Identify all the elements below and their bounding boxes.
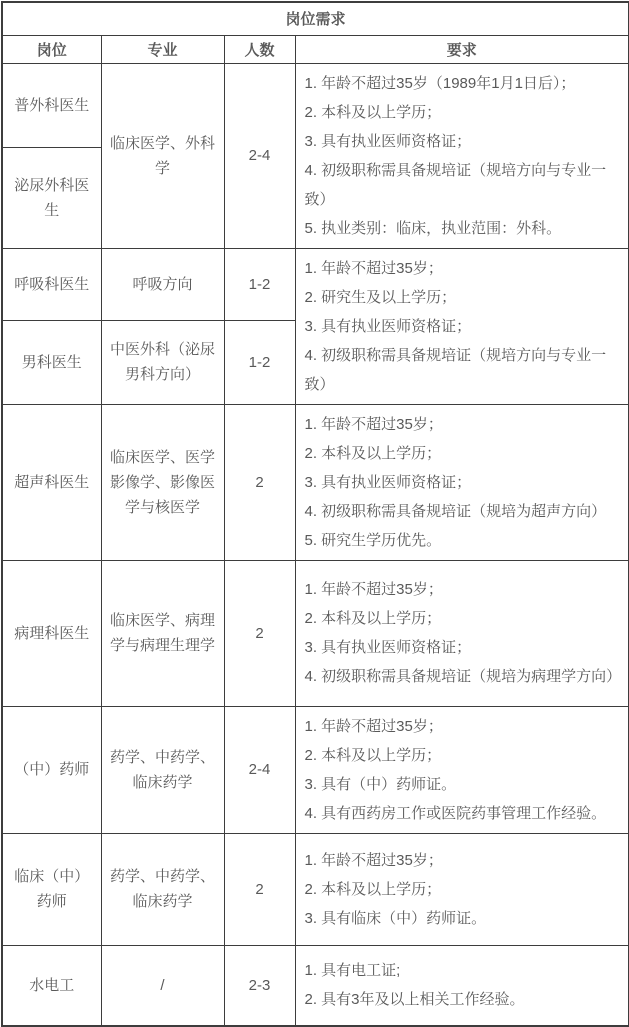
requirement-line: 4. 初级职称需具备规培证（规培方向与专业一致） (304, 346, 607, 393)
cell-major: 药学、中药学、临床药学 (101, 833, 224, 945)
requirement-line: 2. 研究生及以上学历； (304, 288, 457, 306)
cell-count: 2 (224, 404, 295, 560)
cell-position: 泌尿外科医生 (2, 147, 101, 248)
cell-major: 呼吸方向 (101, 248, 224, 320)
requirement-line: 3. 具有执业医师资格证； (304, 317, 472, 335)
table-row-respiratory-doctor (2, 248, 629, 320)
cell-major: / (101, 945, 224, 1026)
cell-count: 2-3 (224, 945, 295, 1026)
column-header-major: 专业 (101, 35, 224, 63)
requirement-line: 4. 初级职称需具备规培证（规培方向与专业一致） (304, 161, 607, 208)
requirement-line: 1. 年龄不超过35岁； (304, 851, 443, 869)
table-header-row (2, 35, 629, 63)
table-title: 岗位需求 (2, 2, 629, 35)
requirement-line: 1. 年龄不超过35岁； (304, 581, 443, 598)
cell-requirements (295, 63, 629, 248)
requirement-line: 1. 具有电工证; (304, 962, 401, 980)
cell-position: 男科医生 (2, 320, 101, 404)
cell-count: 2-4 (224, 63, 295, 248)
column-header-requirements: 要求 (295, 35, 629, 63)
requirement-line: 2. 本科及以上学历； (304, 610, 442, 627)
table-row-electrician (2, 945, 629, 1026)
cell-major: 临床医学、外科学 (101, 63, 224, 248)
requirement-line: 3. 具有执业医师资格证； (304, 639, 472, 656)
table-title-row (2, 2, 629, 35)
cell-requirements (295, 248, 629, 404)
requirement-line: 4. 初级职称需具备规培证（规培为病理学方向） (304, 668, 622, 685)
cell-position: 超声科医生 (2, 404, 101, 560)
requirement-line: 5. 研究生学历优先。 (304, 531, 442, 549)
cell-major: 中医外科（泌尿男科方向） (101, 320, 224, 404)
requirement-line: 4. 初级职称需具备规培证（规培为超声方向） (304, 502, 607, 520)
table-row-clinical-pharmacist (2, 833, 629, 945)
job-requirements-table (1, 1, 629, 1027)
cell-requirements (295, 945, 629, 1026)
column-header-count: 人数 (224, 35, 295, 63)
requirement-line: 3. 具有执业医师资格证； (304, 132, 472, 150)
requirement-line: 3. 具有（中）药师证。 (304, 775, 457, 793)
cell-position: 呼吸科医生 (2, 248, 101, 320)
cell-position: （中）药师 (2, 706, 101, 833)
cell-requirements (295, 404, 629, 560)
requirement-line: 3. 具有临床（中）药师证。 (304, 909, 487, 927)
requirement-line: 2. 本科及以上学历； (304, 746, 442, 764)
cell-major: 临床医学、医学影像学、影像医学与核医学 (101, 404, 224, 560)
cell-major: 药学、中药学、临床药学 (101, 706, 224, 833)
requirement-line: 1. 年龄不超过35岁； (304, 259, 443, 277)
requirement-line: 5. 执业类别：临床，执业范围：外科。 (304, 219, 562, 237)
cell-position: 病理科医生 (2, 560, 101, 706)
table-row-ultrasound-doctor (2, 404, 629, 560)
cell-position: 普外科医生 (2, 63, 101, 147)
table-row-pathology-doctor (2, 560, 629, 706)
requirement-line: 3. 具有执业医师资格证； (304, 473, 472, 491)
requirement-line: 2. 本科及以上学历； (304, 880, 442, 898)
cell-requirements (295, 560, 629, 706)
table-row-general-surgeon (2, 63, 629, 147)
table-row-pharmacist (2, 706, 629, 833)
cell-count: 2-4 (224, 706, 295, 833)
cell-position: 水电工 (2, 945, 101, 1026)
cell-count: 1-2 (224, 248, 295, 320)
requirement-line: 4. 具有西药房工作或医院药事管理工作经验。 (304, 804, 607, 822)
cell-count: 1-2 (224, 320, 295, 404)
cell-requirements (295, 833, 629, 945)
column-header-position: 岗位 (2, 35, 101, 63)
requirement-line: 2. 本科及以上学历； (304, 444, 442, 462)
cell-count: 2 (224, 833, 295, 945)
requirement-line: 1. 年龄不超过35岁； (304, 415, 443, 433)
cell-position: 临床（中）药师 (2, 833, 101, 945)
cell-requirements (295, 706, 629, 833)
requirement-line: 2. 具有3年及以上相关工作经验。 (304, 991, 525, 1009)
requirement-line: 1. 年龄不超过35岁（1989年1月1日后）； (304, 74, 576, 92)
requirement-line: 1. 年龄不超过35岁； (304, 717, 443, 735)
cell-count: 2 (224, 560, 295, 706)
requirement-line: 2. 本科及以上学历； (304, 103, 442, 121)
cell-major: 临床医学、病理学与病理生理学 (101, 560, 224, 706)
